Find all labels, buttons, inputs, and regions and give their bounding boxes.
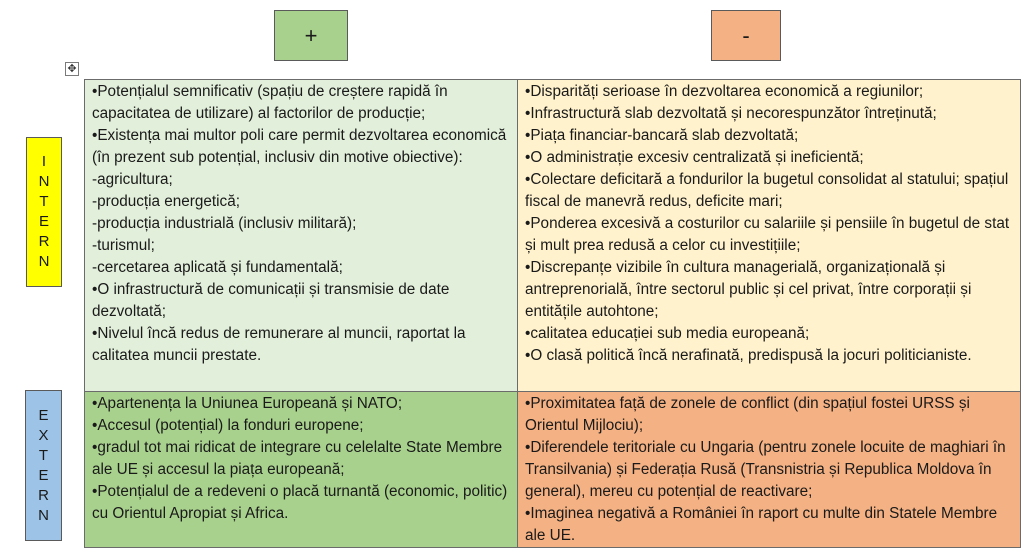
list-item: •gradul tot mai ridicat de integrare cu celelalte State Membre ale UE și accesul la piața europeană; [92,439,503,478]
header-negative-label: - [742,22,750,48]
list-item: •Colectare deficitară a fondurilor la bugetul consolidat al statului; spațiul fiscal de manevră redus, deficite mari; [525,171,1009,210]
list-item: •Imaginea negativă a României în raport cu multe din Statele Membre ale UE. [525,505,998,544]
list-item: -producția industrială (inclusiv militară); [92,215,357,232]
list-item: •O clasă politică încă nerafinată, predispusă la jocuri politicianiste. [525,347,972,364]
list-item: •Proximitatea față de zonele de conflict (din spațiul fostei URSS și Orientul Mijlociu); [525,395,970,434]
list-item: •Disparități serioase în dezvoltarea economică a regiunilor; [525,83,924,100]
list-item: •Diferendele teritoriale cu Ungaria (pentru zonele locuite de maghiari în Transilvania) și Federația Rusă (Transnistria și Republica Moldova în general), mereu cu potențial de reactivare; [525,439,1006,500]
side-label-extern [25,390,62,541]
side-letter: X [38,426,49,444]
list-item: •Piața financiar-bancară slab dezvoltată; [525,127,799,144]
list-item: •calitatea educației sub media europeană; [525,325,810,342]
side-letter: T [38,446,49,464]
list-item: •Apartenența la Uniunea Europeană și NATO; [92,395,403,412]
header-positive-label: + [304,22,318,48]
list-item: •Potențialul de a redeveni o placă turnantă (economic, politic) cu Orientul Apropiat și Africa. [92,483,508,522]
side-letter: N [38,173,50,190]
list-item: •Discrepanțe vizibile în cultura managerială, organizațională și antreprenorială, între sectorul public și cel privat, între corporații și entitățile autohtone; [525,259,972,320]
list-item: •O infrastructură de comunicații și transmisie de date dezvoltată; [92,281,450,320]
side-letter: E [38,406,49,424]
cell-extern-positive [84,391,518,548]
list-item: •Accesul (potențial) la fonduri europene; [92,417,364,434]
side-letter: E [38,466,49,484]
list-item: •Potențialul semnificativ (spațiu de creștere rapidă în capacitatea de utilizare) al factorilor de producție; [92,83,448,122]
list-item: •O administrație excesiv centralizată și ineficientă; [525,149,864,166]
side-letter: N [38,506,49,524]
side-letter: R [38,486,49,504]
table-move-handle-icon[interactable]: ✥ [65,62,79,76]
list-item: •Infrastructură slab dezvoltată și necorespunzător întreținută; [525,105,937,122]
side-label-intern [26,137,62,287]
side-letter: E [38,213,49,230]
list-item: -agricultura; [92,171,173,188]
list-item: -cercetarea aplicată și fundamentală; [92,259,343,276]
cell-intern-positive [84,79,518,392]
header-negative [711,10,781,61]
cell-extern-negative [517,391,1021,548]
side-letter: T [39,193,49,210]
list-item: •Existența mai multor poli care permit dezvoltarea economică (în prezent sub potențial, inclusiv din motive obiective): [92,127,507,166]
side-letter: N [38,253,50,270]
side-letter: I [41,153,47,170]
list-item: -turismul; [92,237,155,254]
list-item: •Nivelul încă redus de remunerare al muncii, raportat la calitatea muncii prestate. [92,325,466,364]
list-item: -producția energetică; [92,193,240,210]
header-positive [274,10,348,61]
list-item: •Ponderea excesivă a costurilor cu salariile și pensiile în bugetul de stat și mult prea redusă a celor cu investițiile; [525,215,1010,254]
side-letter: R [38,233,50,250]
cell-intern-negative [517,79,1021,392]
